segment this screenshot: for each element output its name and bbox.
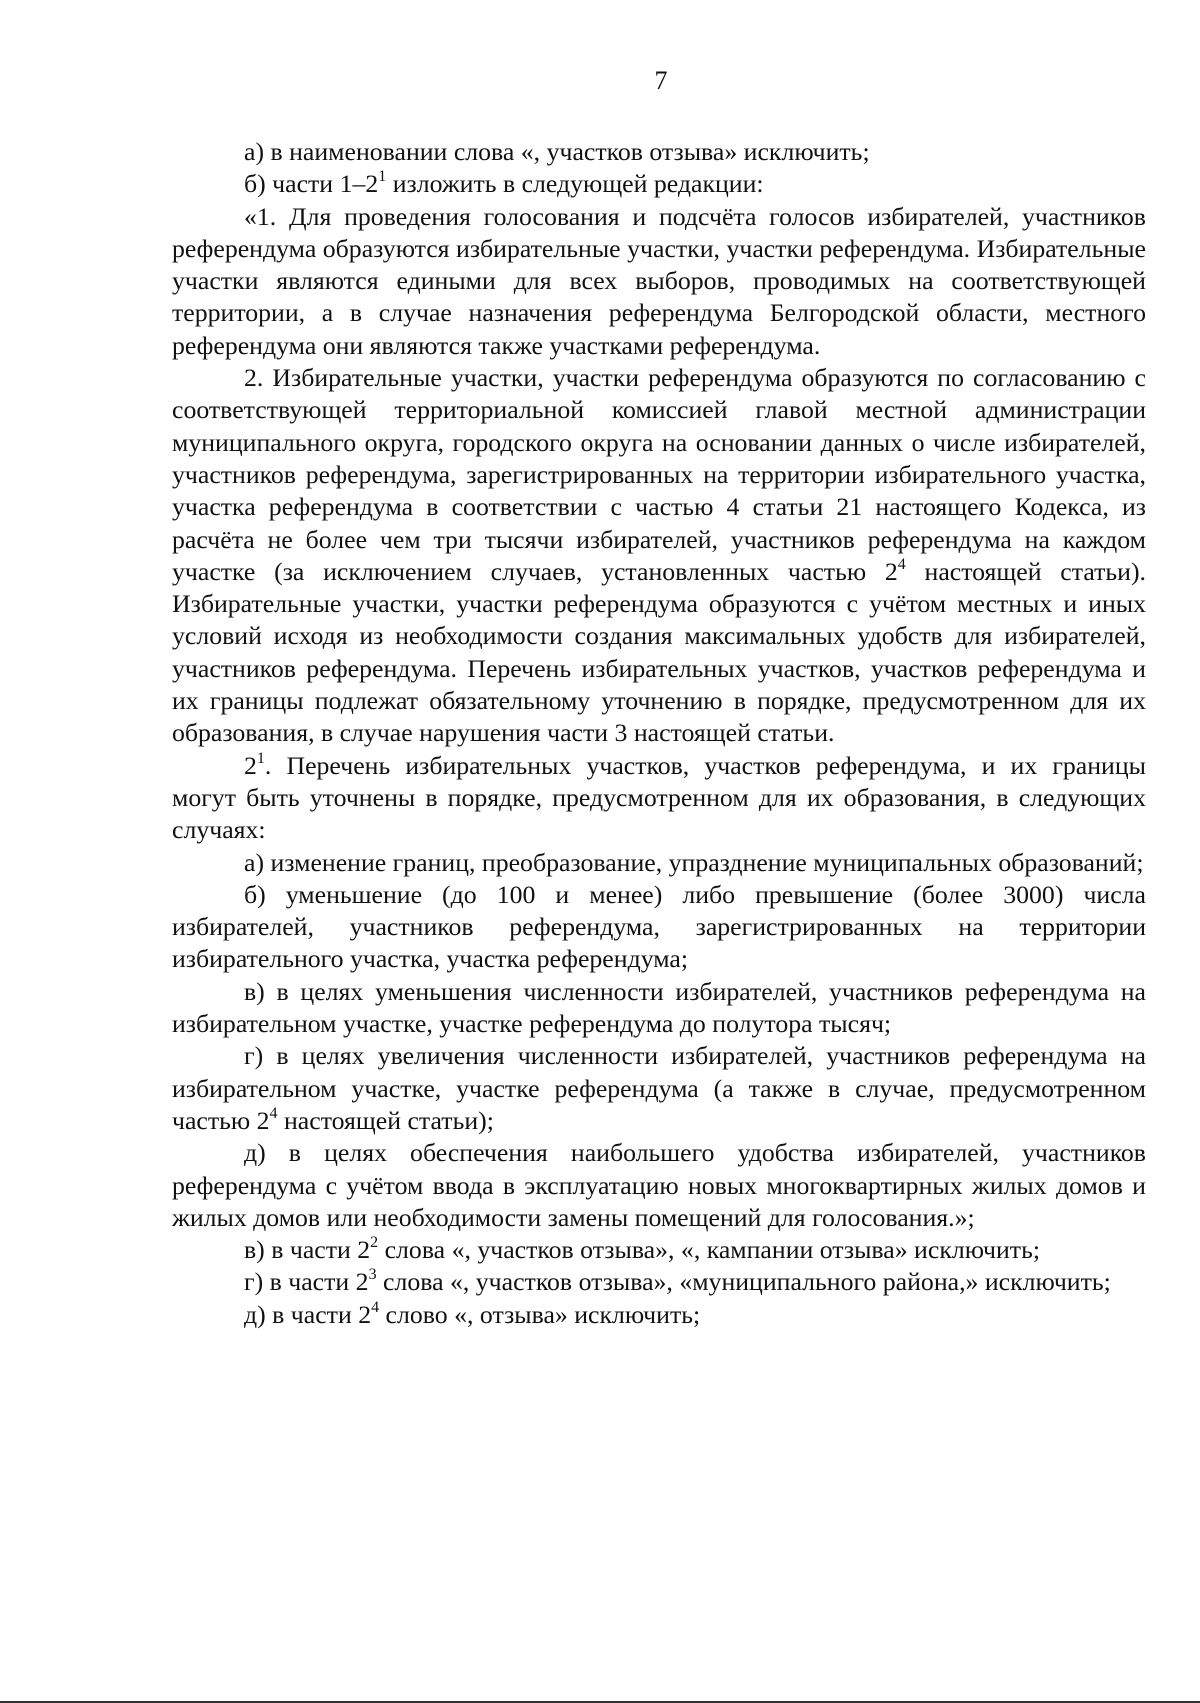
tail-item-d-pre: д) в части 2: [244, 1299, 372, 1329]
item-a: [172, 136, 1146, 168]
tail-item-v-sup: 2: [370, 1233, 379, 1251]
part-2-1-sub-a: [172, 847, 1146, 879]
tail-item-v-pre: в) в части 2: [244, 1235, 371, 1265]
tail-item-v: [172, 1234, 1146, 1266]
part-2-1: [172, 750, 1146, 847]
tail-item-d: [172, 1299, 1146, 1331]
part-2-1-sub-d-text: д) в целях обеспечения наибольшего удобства избирателей, участников референдума с учётом ввода в эксплуатацию новых многоквартирных жилых домов и жилых домов или необходимости замены помещений для голосования.»;: [172, 1138, 1146, 1232]
item-b-sup: 1: [378, 168, 387, 186]
tail-item-g: [172, 1266, 1146, 1298]
part-2-1-sub-a-text: а) изменение границ, преобразование, упразднение муниципальных образований;: [244, 847, 1144, 877]
part-2-1-num: 2: [244, 750, 257, 780]
part-2-sup: 4: [897, 555, 906, 573]
part-2-1-sub-g-pre: г) в целях увеличения численности избирателей, участников референдума на избирательном участке, участке референдума (а также в случае, предусмотренном частью 2: [172, 1041, 1146, 1135]
part-2-1-sub-g: [172, 1040, 1146, 1137]
part-2-1-sub-b-text: б) уменьшение (до 100 и менее) либо превышение (более 3000) числа избирателей, участников референдума, зарегистрированных на территории избирательного участка, участка референдума;: [172, 879, 1146, 974]
part-2-1-sub-v-text: в) в целях уменьшения численности избирателей, участников референдума на избирательном участке, участке референдума до полутора тысяч;: [172, 976, 1146, 1039]
part-2-1-sub-v: [172, 976, 1146, 1041]
part-2-pre: 2. Избирательные участки, участки референдума образуются по согласованию с соответствующей территориальной комиссией главой местной администрации муниципального округа, городского округа на основании данных о числе избирателей, участников референдума, зарегистрированных на территории избирательного участка, участка референдума в соответствии с частью 4 статьи 21 настоящего Кодекса, из расчёта не более чем три тысячи избирателей, участников референдума на каждом участке (за исключением случаев, установленных частью 2: [172, 363, 1146, 586]
tail-item-d-post: слово «, отзыва» исключить;: [379, 1299, 701, 1329]
tail-item-d-sup: 4: [371, 1298, 380, 1316]
document-body: [172, 136, 1146, 1331]
part-2-1-sup: 1: [256, 749, 265, 767]
part-2-1-sub-b: [172, 879, 1146, 976]
part-2-1-sub-g-sup: 4: [269, 1104, 278, 1122]
part-1: [172, 201, 1146, 362]
part-1-text: «1. Для проведения голосования и подсчёта голосов избирателей, участников референдума образуются избирательные участки, участки референдума. Избирательные участки являются едиными для всех выборов, проводимых на соответствующей территории, а в случае назначения референдума Белгородской области, местного референдума они являются также участками референдума.: [172, 201, 1146, 360]
item-b: [172, 168, 1146, 200]
item-b-post: изложить в следующей редакции:: [386, 169, 764, 199]
tail-item-v-post: слова «, участков отзыва», «, кампании отзыва» исключить;: [378, 1235, 1040, 1265]
part-2-1-sub-g-post: настоящей статьи);: [277, 1105, 494, 1135]
part-2-post: настоящей статьи). Избирательные участки, участки референдума образуются с учётом местных и иных условий исходя из необходимости создания максимальных удобств для избирателей, участников референдума. Перечень избирательных участков, участков референдума и их границы подлежат обязательному уточнению в порядке, предусмотренном для их образования, в случае нарушения части 3 настоящей статьи.: [172, 556, 1146, 748]
part-2-1-text: . Перечень избирательных участков, участков референдума, и их границы могут быть уточнены в порядке, предусмотренном для их образования, в следующих случаях:: [172, 750, 1146, 845]
item-b-pre: б) части 1–2: [244, 169, 379, 199]
page-number: 7: [654, 66, 668, 95]
part-2-1-sub-d: [172, 1137, 1146, 1234]
item-a-text: а) в наименовании слова «, участков отзыва» исключить;: [244, 137, 870, 166]
part-2: [172, 362, 1146, 750]
tail-item-g-pre: г) в части 2: [244, 1267, 369, 1297]
tail-item-g-post: слова «, участков отзыва», «муниципального района,» исключить;: [376, 1267, 1111, 1297]
tail-item-g-sup: 3: [368, 1266, 377, 1284]
